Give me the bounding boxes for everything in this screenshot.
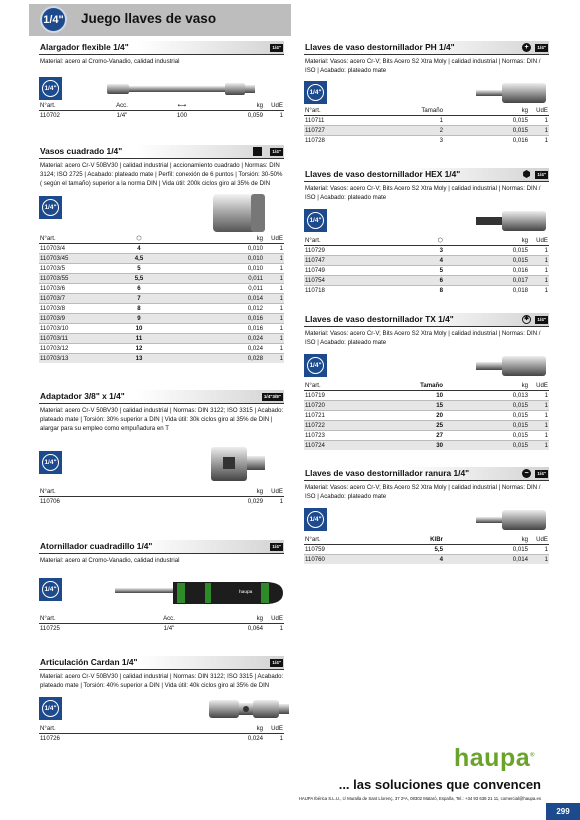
cell: 110719 <box>305 391 325 399</box>
section-title: Articulación Cardan 1/4" <box>40 657 138 667</box>
company-address: HAUPA Ibérica S.L.U., c/ Muralla de Sant Llorenç, 37 2ºA, 08302 Mataró, España, Tel.: +34 93 638 21 11, comercial@haupa.es <box>298 796 541 801</box>
cell: 25 <box>364 420 444 430</box>
cell: 0,014 <box>179 294 264 304</box>
cell: 110724 <box>304 440 364 450</box>
cell: 1 <box>279 305 283 313</box>
cell: 110718 <box>305 286 325 294</box>
cell: 8 <box>137 305 141 313</box>
cell: 12 <box>135 345 143 353</box>
cell: 1 <box>544 286 548 294</box>
cell: 0,016 <box>512 136 528 144</box>
cell: 1 <box>279 345 283 353</box>
col-header: kg <box>256 101 263 109</box>
hexagon-icon: ⬢ <box>522 169 531 179</box>
cell: 0,059 <box>247 111 263 119</box>
brand-label: haupa <box>239 589 253 595</box>
cell: 30 <box>364 440 444 450</box>
col-header: N°art. <box>305 535 321 543</box>
size-badge-icon: 1/4" <box>39 578 62 601</box>
section-title-bar <box>304 41 549 55</box>
col-header: N°art. <box>305 381 321 389</box>
cell: 1 <box>544 116 548 124</box>
table-row <box>304 265 549 275</box>
section-description: Material: Vasos: acero Cr-V; Bits Acero S2 Xtra Moly | calidad industrial | Normas: DIN / ISO | Acabado: plateado mate <box>305 484 541 500</box>
section-hex <box>304 168 549 295</box>
cell: 0,016 <box>179 314 264 324</box>
cell: 1 <box>544 246 548 254</box>
size-tag: 1/4" <box>537 172 546 177</box>
cell: 3 <box>439 246 443 254</box>
product-table <box>304 381 549 450</box>
cell: 0,015 <box>444 400 529 410</box>
cell: 1 <box>529 400 549 410</box>
table-row <box>39 314 284 324</box>
cell: 0,015 <box>512 545 528 553</box>
section-title: Alargador flexible 1/4" <box>40 42 129 52</box>
section-tx <box>304 313 549 450</box>
product-table <box>39 724 284 743</box>
tagline: ... las soluciones que convencen <box>338 777 541 792</box>
cell: 110760 <box>304 554 364 564</box>
col-header: kg <box>521 236 528 244</box>
section-title: Adaptador 3/8" x 1/4" <box>40 391 125 401</box>
section-vasos <box>39 145 284 363</box>
section-description: Material: acero Cr-V 50BV30 | calidad industrial | Normas: DIN 3122; ISO 3315 | Acabado: plateado mate | Torsión: 30% superior a DIN | Vida útil: 30k ciclos giro al 35% de DIN | alargar para su empleo como empuñadura en T <box>40 407 284 432</box>
table-row <box>39 497 284 507</box>
product-table <box>304 106 549 145</box>
cell: 0,010 <box>179 254 264 264</box>
cell: 110703/13 <box>39 354 99 364</box>
cell: 1 <box>529 420 549 430</box>
cell: 0,015 <box>512 116 528 124</box>
cell: 1 <box>529 440 549 450</box>
col-header: N°art. <box>40 235 56 243</box>
cell: 1 <box>264 314 284 324</box>
cell: 1 <box>544 411 548 419</box>
cell: 100 <box>176 111 188 119</box>
size-badge-icon: 1/4" <box>39 697 62 720</box>
product-row <box>39 441 284 487</box>
cell: 1 <box>544 391 548 399</box>
section-title-bar <box>304 467 549 481</box>
size-badge-icon: 1/4" <box>39 77 62 100</box>
col-header: kg <box>256 614 263 622</box>
product-row <box>304 505 549 535</box>
size-badge-icon: 1/4" <box>39 451 62 474</box>
section-description: Material: Vasos: acero Cr-V; Bits Acero S2 Xtra Moly | calidad industrial | Normas: DIN / ISO | Acabado: plateado mate <box>305 330 541 346</box>
cell: 110703/9 <box>39 314 99 324</box>
product-row <box>39 572 284 614</box>
cell: 0,015 <box>444 440 529 450</box>
cell: 1 <box>544 431 548 439</box>
cell: 10 <box>135 325 143 333</box>
section-title: Llaves de vaso destornillador ranura 1/4" <box>305 468 470 478</box>
cell: 1 <box>279 285 283 293</box>
cell: 1 <box>544 545 548 553</box>
col-header: Tamaño <box>420 381 443 389</box>
col-header: N°art. <box>40 101 56 109</box>
cell: 4 <box>137 245 141 253</box>
table-row <box>39 324 284 334</box>
size-badge-icon: 1/4" <box>40 6 67 33</box>
col-header: KlBr <box>430 535 443 543</box>
square-drive-icon <box>253 147 262 156</box>
cell: 0,015 <box>512 411 528 419</box>
cell: 110702 <box>40 111 60 119</box>
size-tag: 1/4" <box>537 45 546 50</box>
table-row <box>39 304 284 314</box>
col-header: kg <box>256 488 263 496</box>
phillips-bit-socket-image <box>476 81 548 105</box>
table-row <box>304 245 549 255</box>
cell: 2 <box>364 125 444 135</box>
section-adaptador <box>39 390 284 506</box>
table-row <box>39 354 284 364</box>
table-row <box>39 254 284 264</box>
table-row <box>304 440 549 450</box>
phillips-icon: + <box>522 43 531 52</box>
cell: 1/4" <box>163 624 175 632</box>
size-badge-icon: 1/4" <box>39 196 62 219</box>
cell: 6 <box>364 275 444 285</box>
section-title: Llaves de vaso destornillador TX 1/4" <box>305 314 454 324</box>
product-row <box>39 73 284 101</box>
product-row <box>304 351 549 381</box>
table-row <box>39 264 284 274</box>
cell: 1 <box>544 136 548 144</box>
section-title: Llaves de vaso destornillador PH 1/4" <box>305 42 455 52</box>
cell: 0,013 <box>512 391 528 399</box>
product-table <box>304 535 549 564</box>
cell: 20 <box>436 411 443 419</box>
cell: 110723 <box>305 431 325 439</box>
cell: 0,024 <box>179 334 264 344</box>
col-header: UdE <box>271 101 283 109</box>
col-header: N°art. <box>305 106 321 114</box>
table-row <box>304 115 549 125</box>
cell: 110703/12 <box>40 345 69 353</box>
cell: 4,5 <box>99 254 179 264</box>
section-description: Material: acero Cr-V 50BV30 | calidad industrial | accionamiento cuadrado | Normas: DIN 3124; ISO 2725 | Acabado: plateado mate | Perfil: conexión de 6 puntos | Torsión: 30-50% ( según el tamaño) superior a la norma DIN | Vida útil: 200k ciclos giro al 35% de DIN <box>40 162 283 187</box>
table-row <box>304 135 549 145</box>
cell: 0,016 <box>247 325 263 333</box>
product-row <box>304 78 549 106</box>
section-cardan <box>39 656 284 743</box>
section-description: Material: Vasos: acero Cr-V; Bits Acero S2 Xtra Moly | calidad industrial | Normas: DIN / ISO | Acabado: plateado mate <box>305 58 541 74</box>
cell: 15 <box>364 400 444 410</box>
page-title: Juego llaves de vaso <box>81 11 217 26</box>
cell: 110747 <box>304 255 364 265</box>
section-ph <box>304 41 549 145</box>
cell: 11 <box>99 334 179 344</box>
cell: 5,5 <box>434 545 443 553</box>
cell: 6 <box>137 285 141 293</box>
cell: 10 <box>436 391 443 399</box>
size-tag: 1/4"3/8" <box>263 394 281 399</box>
col-header: UdE <box>271 614 283 622</box>
cell: 1 <box>279 734 283 742</box>
section-description: Material: Vasos: acero Cr-V; Bits Acero S2 Xtra Moly | calidad industrial | Normas: DIN / ISO | Acabado: plateado mate <box>305 185 541 201</box>
cell: 8 <box>439 286 443 294</box>
section-title: Llaves de vaso destornillador HEX 1/4" <box>305 169 461 179</box>
socket-image <box>211 192 267 234</box>
size-tag: 1/4" <box>272 660 281 665</box>
size-badge-icon: 1/4" <box>304 209 327 232</box>
cell: 0,017 <box>444 275 529 285</box>
cell: 110729 <box>305 246 325 254</box>
cell: 110703/4 <box>40 245 65 253</box>
cell: 110759 <box>305 545 325 553</box>
cell: 0,010 <box>247 245 263 253</box>
table-row <box>39 110 284 120</box>
size-badge-icon: 1/4" <box>304 508 327 531</box>
cell: 1 <box>544 266 548 274</box>
col-header: UdE <box>536 106 548 114</box>
hex-size-icon: ⬡ <box>437 236 443 244</box>
cell: 0,028 <box>179 354 264 364</box>
col-header: N°art. <box>305 236 321 244</box>
cell: 1 <box>264 294 284 304</box>
table-row <box>304 400 549 410</box>
section-title-bar <box>39 145 284 159</box>
product-table <box>304 236 549 295</box>
col-header: N°art. <box>40 488 56 496</box>
col-header: Tamaño <box>421 106 443 114</box>
cell: 1 <box>264 274 284 284</box>
col-header: kg <box>256 235 263 243</box>
section-title-bar <box>39 656 284 670</box>
flexible-extension-image <box>107 79 257 99</box>
cell: 1 <box>279 265 283 273</box>
col-header: kg <box>521 381 528 389</box>
cell: 110706 <box>40 498 60 506</box>
col-header: UdE <box>536 236 548 244</box>
cell: 1 <box>279 498 283 506</box>
cell: 5,5 <box>99 274 179 284</box>
hex-size-icon: ⬡ <box>136 235 142 243</box>
size-tag: 1/4" <box>272 544 281 549</box>
cell: 110727 <box>304 125 364 135</box>
cell: 110726 <box>40 734 60 742</box>
hex-bit-socket-image <box>476 209 548 233</box>
size-badge-icon: 1/4" <box>304 81 327 104</box>
table-row <box>304 255 549 265</box>
col-header: UdE <box>271 488 283 496</box>
adapter-image <box>209 445 271 483</box>
cell: 0,015 <box>444 125 529 135</box>
size-tag: 1/4" <box>272 45 281 50</box>
table-row <box>39 294 284 304</box>
cell: 0,064 <box>247 624 263 632</box>
cell: 0,024 <box>247 734 263 742</box>
cell: 0,018 <box>512 286 528 294</box>
cell: 110721 <box>305 411 325 419</box>
cell: 13 <box>99 354 179 364</box>
cell: 1 <box>529 554 549 564</box>
cell: 7 <box>99 294 179 304</box>
table-row <box>304 410 549 420</box>
size-tag: 1/4" <box>537 471 546 476</box>
col-header: kg <box>521 106 528 114</box>
table-row <box>39 334 284 344</box>
cell: 0,011 <box>248 285 263 293</box>
section-title-bar <box>39 540 284 554</box>
table-row <box>304 125 549 135</box>
cell: 1 <box>264 334 284 344</box>
page-header <box>29 4 291 36</box>
cell: 0,015 <box>444 420 529 430</box>
cell: 110749 <box>305 266 325 274</box>
cell: 1 <box>529 125 549 135</box>
col-header: kg <box>521 535 528 543</box>
table-row <box>39 274 284 284</box>
section-title: Vasos cuadrado 1/4" <box>40 146 123 156</box>
col-header: UdE <box>536 535 548 543</box>
cell: 110728 <box>305 136 325 144</box>
col-header: UdE <box>271 724 283 732</box>
cell: 27 <box>436 431 443 439</box>
cell: 110722 <box>304 420 364 430</box>
cell: 1 <box>264 254 284 264</box>
cell: 110703/7 <box>39 294 99 304</box>
section-atornillador <box>39 540 284 633</box>
table-row <box>304 275 549 285</box>
section-description: Material: acero al Cromo-Vanadio, calidad industrial <box>40 557 180 564</box>
section-title-bar <box>39 390 284 404</box>
cell: 110703/45 <box>39 254 99 264</box>
cell: 9 <box>99 314 179 324</box>
cell: 0,011 <box>179 274 264 284</box>
size-tag: 1/4" <box>537 317 546 322</box>
cell: 0,024 <box>247 345 263 353</box>
cell: 110725 <box>40 624 60 632</box>
table-row <box>304 554 549 564</box>
cell: 0,015 <box>512 246 528 254</box>
product-table <box>39 234 284 363</box>
cell: 1 <box>529 255 549 265</box>
size-tag: 1/4" <box>272 149 281 154</box>
col-header: N°art. <box>40 614 56 622</box>
col-header: N°art. <box>40 724 56 732</box>
cell: 1 <box>279 245 283 253</box>
col-header: Acc. <box>116 101 128 109</box>
section-title-bar <box>304 313 549 327</box>
cell: 1 <box>279 325 283 333</box>
cell: 110703/8 <box>40 305 65 313</box>
cell: 0,016 <box>512 266 528 274</box>
col-header: ⟷ <box>177 101 187 109</box>
cell: 4 <box>364 554 444 564</box>
table-row <box>304 544 549 554</box>
table-row <box>39 733 284 743</box>
table-row <box>304 430 549 440</box>
section-description: Material: acero Cr-V 50BV30 | calidad industrial | Normas: DIN 3122; ISO 3315 | Acabado: plateado mate | Torsión: 40% superior a DIN | Vida útil: 40k ciclos giro al 35% de DIN <box>40 673 284 689</box>
section-title-bar <box>304 168 549 182</box>
cell: 110703/5 <box>40 265 65 273</box>
cell: 0,014 <box>444 554 529 564</box>
cell: 110703/10 <box>40 325 69 333</box>
section-alargador <box>39 41 284 120</box>
section-ranura <box>304 467 549 564</box>
cell: 3 <box>439 136 443 144</box>
section-title: Atornillador cuadradillo 1/4" <box>40 541 153 551</box>
cell: 0,010 <box>247 265 263 273</box>
product-row <box>39 694 284 724</box>
table-row <box>39 623 284 633</box>
cell: 5 <box>137 265 141 273</box>
page-number: 299 <box>546 803 580 820</box>
table-row <box>39 284 284 294</box>
cell: 1 <box>439 116 443 124</box>
screwdriver-image <box>115 574 285 612</box>
slotted-bit-socket-image <box>476 508 548 532</box>
cell: 1 <box>279 624 283 632</box>
cell: 110703/55 <box>39 274 99 284</box>
cell: 110703/11 <box>39 334 99 344</box>
cell: 1 <box>529 275 549 285</box>
product-row <box>39 190 284 234</box>
torx-icon: ✱ <box>523 316 530 322</box>
table-row <box>304 420 549 430</box>
product-row <box>304 206 549 236</box>
cell: 110754 <box>304 275 364 285</box>
haupa-logo: haupa® <box>454 744 536 772</box>
cell: 1 <box>279 111 283 119</box>
table-row <box>304 390 549 400</box>
cell: 5 <box>439 266 443 274</box>
cell: 0,029 <box>247 498 263 506</box>
cell: 1 <box>264 354 284 364</box>
product-table <box>39 101 284 120</box>
torx-bit-socket-image <box>476 354 548 378</box>
cell: 110720 <box>304 400 364 410</box>
cell: 4 <box>364 255 444 265</box>
col-header: kg <box>256 724 263 732</box>
size-badge-icon: 1/4" <box>304 354 327 377</box>
product-table <box>39 487 284 506</box>
col-header: UdE <box>536 381 548 389</box>
table-row <box>304 285 549 295</box>
cell: 110711 <box>305 116 325 124</box>
cell: 0,015 <box>512 431 528 439</box>
section-title-bar <box>39 41 284 55</box>
cell: 0,015 <box>444 255 529 265</box>
cell: 0,012 <box>247 305 263 313</box>
cell: 1/4" <box>116 111 128 119</box>
cell: 110703/6 <box>40 285 65 293</box>
section-description: Material: acero al Cromo-Vanadio, calidad industrial <box>40 58 180 65</box>
col-header: Acc. <box>163 614 175 622</box>
slotted-icon: − <box>522 469 531 478</box>
col-header: UdE <box>271 235 283 243</box>
product-table <box>39 614 284 633</box>
table-row <box>39 244 284 254</box>
universal-joint-image <box>209 698 293 720</box>
table-row <box>39 344 284 354</box>
